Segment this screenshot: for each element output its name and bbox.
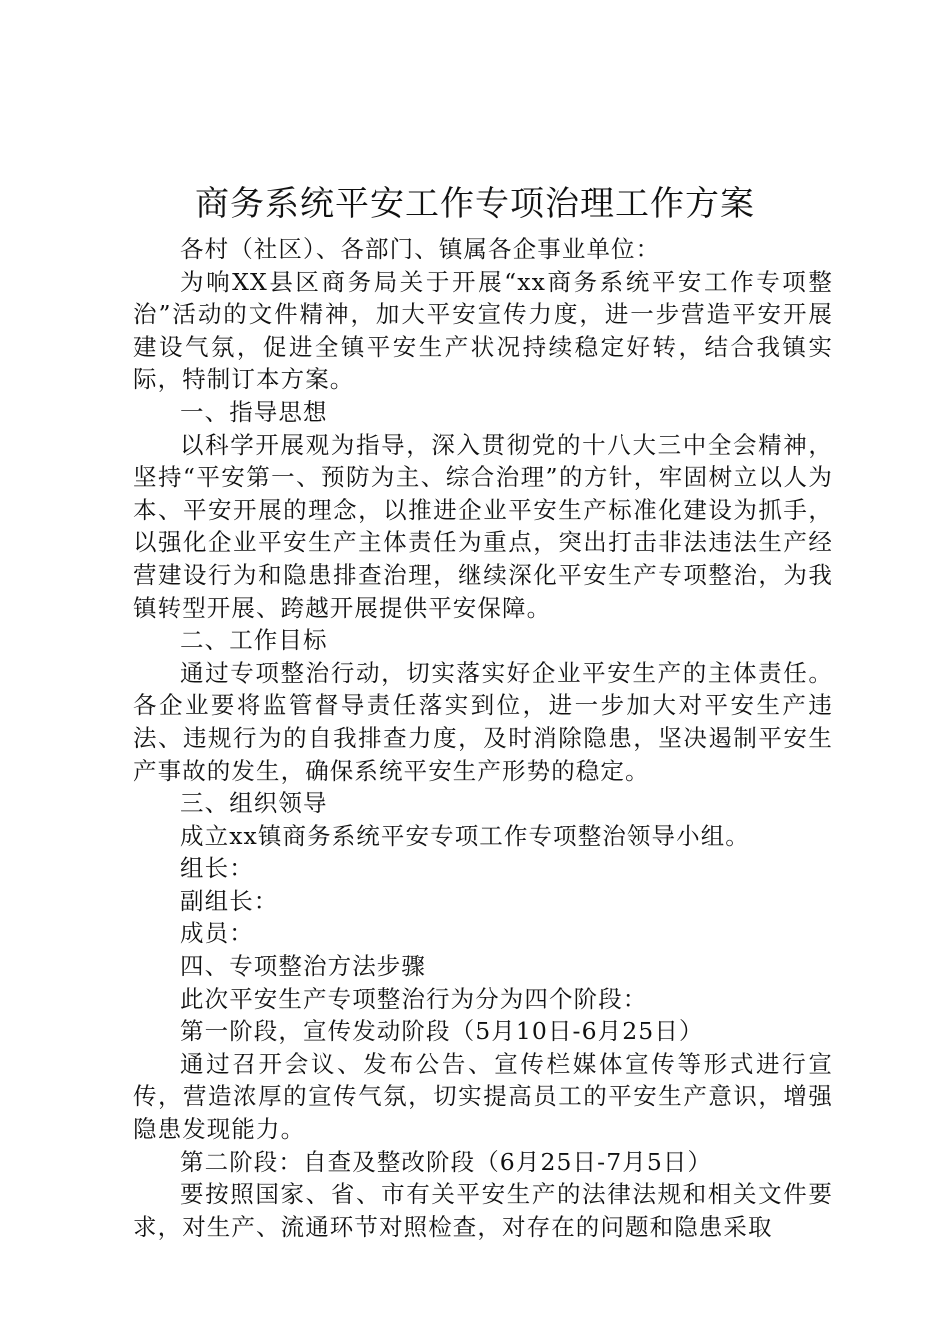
stage-one-heading: 第一阶段，宣传发动阶段（5月10日-6月25日） — [180, 1017, 704, 1046]
document-body — [133, 233, 833, 1243]
section-heading-work-goals: 二、工作目标 — [180, 626, 328, 655]
section-heading-steps: 四、专项整治方法步骤 — [180, 952, 426, 981]
stage-two-heading: 第二阶段：自查及整改阶段（6月25日-7月5日） — [180, 1147, 713, 1176]
salutation: 各村（社区）、各部门、镇属各企事业单位： — [180, 235, 661, 263]
organization-paragraph: 成立xx镇商务系统平安专项工作专项整治领导小组。 — [180, 821, 750, 850]
section-heading-organization: 三、组织领导 — [180, 789, 328, 818]
intro-paragraph: 为响XX县区商务局关于开展“xx商务系统平安工作专项整治”活动的文件精神，加大平安宣传力度，进一步营造平安开展建设气氛，促进全镇平安生产状况持续稳定好转，结合我镇实际，特制订本方案。 — [133, 267, 833, 394]
stage-two-paragraph: 要按照国家、省、市有关平安生产的法律法规和相关文件要求，对生产、流通环节对照检查，对存在的问题和隐患采取 — [133, 1180, 833, 1241]
team-leader-line: 组长： — [180, 854, 254, 883]
work-goals-paragraph: 通过专项整治行动，切实落实好企业平安生产的主体责任。各企业要将监管督导责任落实到位，进一步加大对平安生产违法、违规行为的自我排查力度，及时消除隐患，坚决遏制平安生产事故的发生，确保系统平安生产形势的稳定。 — [133, 658, 833, 785]
stage-one-paragraph: 通过召开会议、发布公告、宣传栏媒体宣传等形式进行宣传，营造浓厚的宣传气氛，切实提高员工的平安生产意识，增强隐患发现能力。 — [133, 1049, 833, 1144]
steps-intro-paragraph: 此次平安生产专项整治行为分为四个阶段： — [180, 984, 648, 1013]
document-title: 商务系统平安工作专项治理工作方案 — [195, 184, 755, 224]
deputy-leader-line: 副组长： — [180, 886, 279, 915]
section-heading-guiding-ideology: 一、指导思想 — [180, 397, 328, 426]
guiding-ideology-paragraph: 以科学开展观为指导，深入贯彻党的十八大三中全会精神，坚持“平安第一、预防为主、综合治理”的方针，牢固树立以人为本、平安开展的理念，以推进企业平安生产标准化建设为抓手，以强化企业平安生产主体责任为重点，突出打击非法违法生产经营建设行为和隐患排查治理，继续深化平安生产专项整治，为我镇转型开展、跨越开展提供平安保障。 — [133, 430, 833, 622]
members-line: 成员： — [180, 919, 254, 948]
